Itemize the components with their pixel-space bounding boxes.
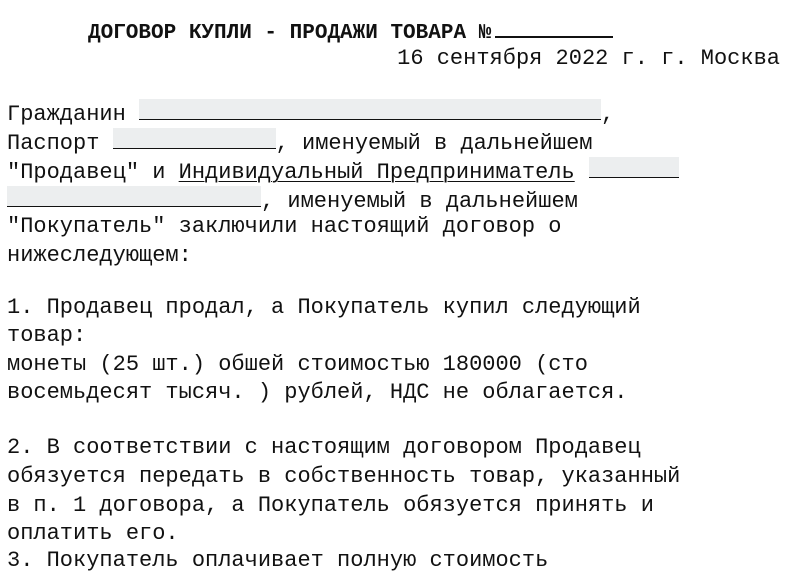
seller-label: Гражданин — [7, 102, 140, 127]
contract-number-blank[interactable] — [495, 16, 613, 38]
buyer-entity-text: Индивидуальный Предприниматель — [178, 160, 575, 185]
buyer-name-blank-1[interactable] — [589, 157, 679, 178]
seller-line-end: , — [601, 102, 615, 127]
passport-line-end: , именуемый в дальнейшем — [275, 131, 593, 156]
clause-2-line-3: в п. 1 договора, а Покупатель обязуется принять и — [7, 493, 654, 518]
passport-blank[interactable] — [113, 128, 276, 149]
seller-name-blank[interactable] — [139, 99, 601, 120]
buyer-name-blank-2[interactable] — [7, 186, 261, 207]
clause-3-line-1: 3. Покупатель оплачивает полную стоимость — [7, 548, 549, 573]
buyer-line-end: , именуемый в дальнейшем — [261, 189, 578, 214]
passport-label: Паспорт — [7, 131, 113, 156]
clause-1-line-1: 1. Продавец продал, а Покупатель купил следующий — [7, 295, 641, 320]
clause-1-line-4: восемьдесят тысяч. ) рублей, НДС не облагается. — [7, 380, 628, 405]
seller-name-line — [7, 99, 614, 128]
seller-role-text: "Продавец" и — [7, 160, 179, 185]
date-place: 16 сентября 2022 г. г. Москва — [397, 46, 780, 71]
passport-line — [7, 128, 592, 157]
clause-2-line-2: обязуется передать в собственность товар, указанный — [7, 464, 681, 489]
document-title — [88, 16, 613, 45]
title-text: ДОГОВОР КУПЛИ - ПРОДАЖИ ТОВАРА № — [88, 22, 492, 45]
seller-role-line — [7, 157, 679, 186]
buyer-role-line: "Покупатель" заключили настоящий договор о — [7, 214, 562, 239]
buyer-name-line — [7, 186, 578, 215]
clause-2-line-1: 2. В соответствии с настоящим договором Продавец — [7, 435, 641, 460]
clause-1-line-2: товар: — [7, 323, 87, 348]
intro-end-line: нижеследующем: — [7, 243, 192, 268]
clause-2-line-4: оплатить его. — [7, 521, 179, 546]
clause-1-line-3: монеты (25 шт.) обшей стоимостью 180000 (сто — [7, 352, 588, 377]
